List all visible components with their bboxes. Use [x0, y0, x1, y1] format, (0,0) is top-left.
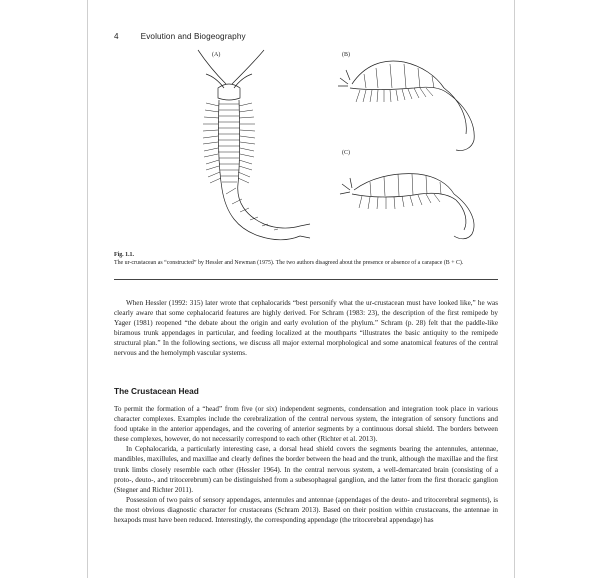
figure-caption: [114, 252, 484, 267]
panel-label-a: (A): [212, 52, 221, 58]
section-text: [114, 404, 498, 525]
paragraph: Possession of two pairs of sensory appendages, antennules and antennae (appendages of the deuto- and tritocerebral segments), is the most obvious diagnostic character for crustaceans (Schram 2013). Based on their position within crustaceans, the antennae in hexapods must have been reduced. Interestingly, the corresponding appendage (the tritocerebral appendage) has: [114, 495, 498, 525]
figure-number: Fig. 1.1.: [114, 252, 134, 258]
paragraph: In Cephalocarida, a particularly interesting case, a dorsal head shield covers the segments bearing the antennules, antennae, mandibles, maxillules, and maxillae and clearly defines the border between the head and the trunk, although the maxillae and the first trunk limbs closely resemble each other (Hessler 1964). In the central nervous system, a well-demarcated brain (consisting of a proto-, deuto-, and tritocerebrum) can be distinguished from a subesophageal ganglion, and the latter from the first thoracic ganglion (Stegner and Richter 2011).: [114, 445, 498, 494]
figure-caption-text: The ur-crustacean as “constructed” by Hessler and Newman (1975). The two authors disagreed about the presence or absence of a carapace (B + C).: [114, 259, 464, 266]
figure-ur-crustacean: [114, 44, 494, 250]
intro-text: [114, 298, 498, 359]
running-head: [114, 32, 494, 41]
running-title: Evolution and Biogeography: [140, 32, 246, 41]
specimen-c-drawing: [340, 174, 474, 239]
panel-label-b: (B): [342, 52, 350, 58]
book-page: [88, 0, 514, 578]
specimen-b-drawing: [338, 61, 474, 151]
caption-rule: [114, 279, 498, 280]
figure-illustration: [114, 44, 494, 250]
paragraph: When Hessler (1992: 315) later wrote that cephalocarids “best personify what the ur-crustacean must have looked like,” he was clearly aware that some cephalocarid features are highly derived. For Schram (1983: 23), the description of the first remipede by Yager (1981) reopened “the debate about the origin and early evolution of the phylum.” Schram (p. 28) felt that the paddle-like biramous trunk appendages in particular, and feeding localized at the mouthparts “illustrates the basic antiquity to the remipede structural plan.” In the following sections, we discuss all major external morphological and some anatomical features of the central nervous and the hemolymph vascular systems.: [114, 299, 498, 358]
section-heading: The Crustacean Head: [114, 386, 199, 396]
specimen-a-drawing: [198, 50, 310, 240]
paragraph: To permit the formation of a “head” from five (or six) independent segments, condensation and integration took place in various character complexes. Examples include the cerebralization of the central nervous system, the integration of sensory functions and food uptake in the anterior appendages, and the covering of anterior segments by a continuous dorsal shield. The borders between these complexes, however, do not necessarily correspond to each other (Richter et al. 2013).: [114, 405, 498, 444]
page-number: 4: [114, 32, 119, 41]
panel-label-c: (C): [342, 150, 350, 156]
